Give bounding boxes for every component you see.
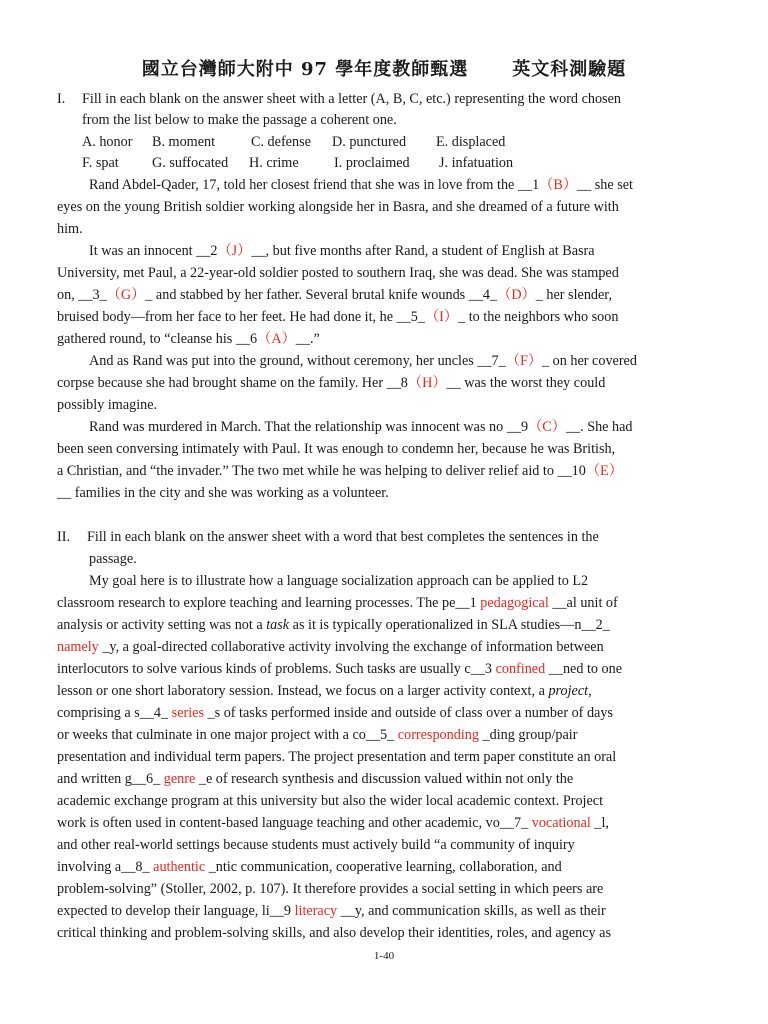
option-j: J. infatuation <box>439 155 514 171</box>
section1-number: I. <box>57 91 66 107</box>
p4-line: __ families in the city and she was working as a volunteer. <box>57 485 389 501</box>
s2-line: presentation and individual term papers. The project presentation and term paper constitute an oral <box>57 749 617 765</box>
answer-9: （C） <box>528 419 566 435</box>
s2-line: work is often used in content-based language teaching and other academic, vo__7_ vocational _l, <box>57 815 609 831</box>
p4-line: been seen conversing intimately with Paul. It was enough to condemn her, because he was British, <box>57 441 616 457</box>
s2-line: critical thinking and problem-solving skills, and also develop their identities, roles, and agency as <box>57 925 611 941</box>
s2-line: classroom research to explore teaching and learning processes. The pe__1 pedagogical __al unit of <box>57 595 618 611</box>
p1-line: him. <box>57 221 83 237</box>
section2-number: II. <box>57 529 70 545</box>
section1-instruction: I. Fill in each blank on the answer sheet with a letter (A, B, C, etc.) representing the word chosen <box>57 91 621 107</box>
answer-8: （H） <box>407 375 447 391</box>
p3-line: corpse because she had brought shame on the family. Her __8（H）__ was the worst they could <box>57 375 606 391</box>
p4-line: a Christian, and “the invader.” The two met while he was helping to deliver relief aid to __10（E） <box>57 463 623 479</box>
s2-answer-5: corresponding <box>397 727 479 743</box>
s2-answer-3: confined <box>495 661 546 677</box>
option-f: F. spat <box>82 155 119 171</box>
answer-3: （G） <box>106 287 146 303</box>
p3-line: possibly imagine. <box>57 397 158 413</box>
option-a: A. honor <box>82 134 133 150</box>
s2-line: and other real-world settings because students must actively build “a community of inquiry <box>57 837 575 853</box>
s2-line: or weeks that culminate in one major project with a co__5_ corresponding _ding group/pair <box>57 727 578 743</box>
p2-line: It was an innocent __2（J）__, but five months after Rand, a student of English at Basra <box>89 243 595 259</box>
s2-line: analysis or activity setting was not a task as it is typically operationalized in SLA studies—n__2_ <box>57 617 610 633</box>
s2-line: expected to develop their language, li__9 literacy __y, and communication skills, as well as their <box>57 903 606 919</box>
p2-line: gathered round, to “cleanse his __6（A）__.” <box>57 331 320 347</box>
section2-instruction-cont: passage. <box>89 551 137 567</box>
p2-line: University, met Paul, a 22-year-old soldier posted to southern Iraq, she was dead. She was stamped <box>57 265 619 281</box>
s2-line: namely _y, a goal-directed collaborative activity involving the exchange of information between <box>57 639 604 655</box>
p3-line: And as Rand was put into the ground, without ceremony, her uncles __7_（F）_ on her covered <box>89 353 637 369</box>
option-e: E. displaced <box>436 134 506 150</box>
s2-answer-1: pedagogical <box>480 595 549 611</box>
s2-answer-8: authentic <box>153 859 206 875</box>
option-b: B. moment <box>152 134 216 150</box>
option-i: I. proclaimed <box>334 155 410 171</box>
s2-line: and written g__6_ genre _e of research synthesis and discussion valued within not only the <box>57 771 574 787</box>
p1-line: Rand Abdel-Qader, 17, told her closest friend that she was in love from the __1（B）__ she set <box>89 177 633 193</box>
option-d: D. punctured <box>332 134 407 150</box>
s2-line: problem-solving” (Stoller, 2002, p. 107). It therefore provides a social setting in which peers are <box>57 881 604 897</box>
s2-line: interlocutors to solve various kinds of problems. Such tasks are usually c__3 confined __ned to one <box>57 661 623 677</box>
answer-1: （B） <box>539 177 578 193</box>
answer-5: （I） <box>424 309 459 325</box>
page-number: 1-40 <box>373 950 395 962</box>
s2-answer-9: literacy <box>294 903 338 919</box>
s2-answer-7: vocational <box>531 815 591 831</box>
s2-line: involving a__8_ authentic _ntic communication, cooperative learning, collaboration, and <box>57 859 562 875</box>
answer-7: （F） <box>505 353 543 369</box>
p1-line: eyes on the young British soldier working alongside her in Basra, and she dreamed of a future with <box>57 199 619 215</box>
title-subject: 英文科測驗題 <box>512 59 627 80</box>
s2-line: lesson or one short laboratory session. Instead, we focus on a larger activity context, a project, <box>57 683 592 699</box>
s2-answer-4: series <box>171 705 204 721</box>
p4-line: Rand was murdered in March. That the relationship was innocent was no __9（C）__. She had <box>89 419 633 435</box>
page-title <box>0 55 768 81</box>
p2-line: bruised body—from her face to her feet. He had done it, he __5_（I）_ to the neighbors who soon <box>57 309 619 325</box>
answer-10: （E） <box>585 463 623 479</box>
s2-line: My goal here is to illustrate how a language socialization approach can be applied to L2 <box>89 573 589 589</box>
s2-line: academic exchange program at this university but also the wider local academic context. Project <box>57 793 604 809</box>
answer-2: （J） <box>217 243 252 259</box>
option-c: C. defense <box>251 134 311 150</box>
section1-instruction-cont: from the list below to make the passage a coherent one. <box>82 112 397 128</box>
answer-4: （D） <box>497 287 536 303</box>
title-school: 國立台灣師大附中 97 學年度教師甄選 <box>141 59 469 80</box>
section2-instruction: II. Fill in each blank on the answer sheet with a word that best completes the sentences in the <box>57 529 599 545</box>
s2-line: comprising a s__4_ series _s of tasks performed inside and outside of class over a number of days <box>57 705 613 721</box>
option-h: H. crime <box>249 155 299 171</box>
s2-answer-2: namely <box>57 639 99 655</box>
p2-line: on, __3_（G）_ and stabbed by her father. Several brutal knife wounds __4_（D）_ her slender, <box>57 287 613 303</box>
s2-answer-6: genre <box>163 771 196 787</box>
answer-6: （A） <box>257 331 296 347</box>
option-g: G. suffocated <box>152 155 229 171</box>
